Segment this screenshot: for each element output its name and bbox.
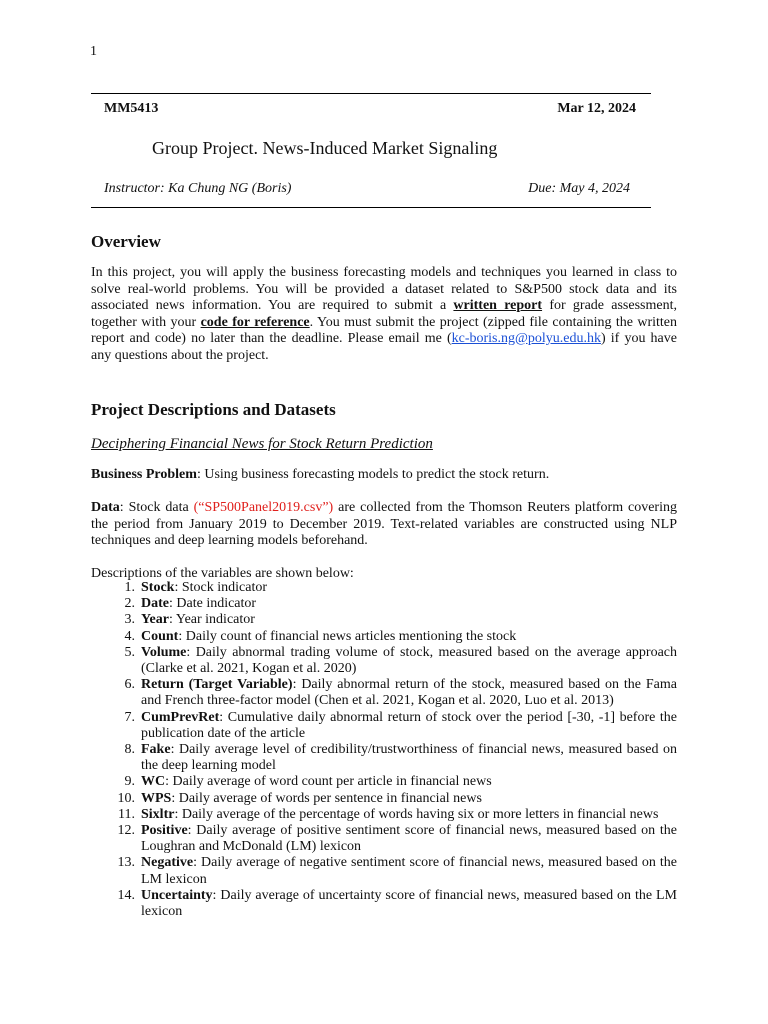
variable-name: Count — [141, 628, 179, 644]
descriptions-intro: Descriptions of the variables are shown below: — [91, 566, 354, 581]
item-number: 9. — [124, 774, 135, 790]
variable-name: Date — [141, 596, 169, 612]
variable-description: : Daily abnormal return of the stock, measured based on the Fama and French three-factor model (Chen et al. 2021, Kogan et al. 2020, Luo et al. 2013) — [141, 677, 677, 709]
variable-name: Volume — [141, 644, 187, 660]
variable-description: : Daily average of negative sentiment score of financial news, measured based on the LM lexicon — [141, 855, 677, 887]
list-item — [90, 710, 677, 742]
variable-description: : Daily abnormal trading volume of stock, measured based on the average approach (Clarke et al. 2021, Kogan et al. 2020) — [141, 644, 677, 677]
item-number: 1. — [124, 580, 135, 595]
written-report-emphasis: written report — [453, 298, 543, 313]
overview-text: for grade assessment, together with your — [91, 298, 677, 330]
course-code: MM5413 — [104, 101, 159, 116]
course-row — [104, 101, 636, 117]
list-item — [90, 596, 677, 612]
instructor: Instructor: Ka Chung NG (Boris) — [104, 181, 292, 196]
page-number: 1 — [90, 44, 97, 59]
overview-text: ) if you have any questions about the project. — [91, 331, 677, 363]
data-label: Data — [91, 500, 120, 515]
list-item — [90, 742, 677, 774]
due-date: Due: May 4, 2024 — [528, 181, 630, 196]
variable-name: Positive — [141, 823, 188, 839]
list-item — [90, 645, 677, 677]
list-item — [90, 888, 677, 920]
variable-name: WC — [141, 774, 166, 790]
variable-description: : Date indicator — [169, 596, 257, 612]
code-reference-emphasis: code for reference — [200, 314, 310, 330]
variable-description: : Daily average of words per sentence in financial news — [171, 790, 482, 806]
header-bottom-rule — [91, 207, 651, 208]
variable-description: : Daily average level of credibility/trustworthiness of financial news, measured based on the deep learning model — [141, 742, 677, 774]
variable-name: WPS — [141, 790, 172, 806]
list-item — [90, 855, 677, 887]
project-subheading: Deciphering Financial News for Stock Return Prediction — [91, 436, 433, 452]
variable-name: Negative — [141, 855, 194, 871]
item-number: 6. — [124, 677, 135, 693]
variable-description: : Daily count of financial news articles mentioning the stock — [178, 628, 517, 644]
list-item — [90, 807, 677, 823]
variable-description: : Cumulative daily abnormal return of stock over the period [-30, -1] before the publication date of the article — [141, 709, 677, 741]
variable-name: CumPrevRet — [141, 709, 220, 725]
variable-description: : Daily average of the percentage of words having six or more letters in financial news — [174, 806, 659, 822]
variable-description: : Daily average of uncertainty score of financial news, measured based on the LM lexicon — [141, 887, 677, 920]
variable-description: : Year indicator — [169, 612, 255, 628]
business-problem — [91, 467, 677, 484]
item-number: 5. — [124, 644, 135, 660]
variable-list — [90, 580, 677, 920]
item-number: 13. — [117, 855, 135, 871]
overview-heading: Overview — [91, 232, 161, 251]
item-number: 8. — [124, 742, 135, 758]
list-item — [90, 677, 677, 709]
list-item — [90, 774, 677, 790]
variable-name: Stock — [141, 580, 175, 595]
variable-name: Sixltr — [141, 806, 175, 822]
document-date: Mar 12, 2024 — [557, 101, 636, 116]
top-rule — [91, 93, 651, 94]
list-item — [90, 823, 677, 855]
overview-paragraph — [91, 265, 677, 364]
variable-name: Fake — [141, 742, 171, 758]
item-number: 7. — [124, 709, 135, 725]
business-problem-text: : Using business forecasting models to predict the stock return. — [196, 467, 550, 482]
item-number: 14. — [117, 887, 135, 903]
item-number: 4. — [124, 628, 135, 644]
data-text: are collected from the Thomson Reuters platform covering the period from January 2019 to December 2019. Text-related variables are constructed using NLP techniques and deep learning models beforehand. — [91, 500, 677, 548]
variable-description: : Daily average of positive sentiment score of financial news, measured based on the Loughran and McDonald (LM) lexicon — [141, 823, 677, 855]
list-item — [90, 629, 677, 645]
list-item — [90, 612, 677, 628]
list-item — [90, 791, 677, 807]
document-title: Group Project. News-Induced Market Signaling — [152, 138, 498, 158]
item-number: 12. — [117, 823, 135, 839]
item-number: 2. — [124, 596, 135, 612]
item-number: 3. — [124, 612, 135, 628]
instructor-row — [104, 181, 636, 197]
overview-text: In this project, you will apply the business forecasting models and techniques you learned in class to solve real-world problems. You will be provided a dataset related to S&P500 stock data and its associated news information. You are required to submit a — [91, 265, 677, 313]
email-link[interactable]: kc-boris.ng@polyu.edu.hk — [451, 331, 601, 346]
list-item — [90, 580, 677, 596]
variable-description: : Stock indicator — [174, 580, 267, 595]
overview-text: . You must submit the project (zipped file containing the written report and code) no later than the deadline. Please email me ( — [91, 314, 678, 346]
dataset-filename: (“SP500Panel2019.csv”) — [193, 500, 334, 515]
variable-name: Year — [141, 612, 169, 628]
variable-name: Return (Target Variable) — [141, 677, 293, 693]
project-heading: Project Descriptions and Datasets — [91, 400, 336, 419]
item-number: 10. — [117, 790, 135, 806]
data-text: : Stock data — [119, 500, 194, 515]
variable-name: Uncertainty — [141, 887, 213, 903]
data-paragraph — [91, 500, 677, 550]
variable-description: : Daily average of word count per article in financial news — [165, 774, 492, 790]
item-number: 11. — [118, 806, 135, 822]
business-problem-label: Business Problem — [91, 467, 197, 482]
